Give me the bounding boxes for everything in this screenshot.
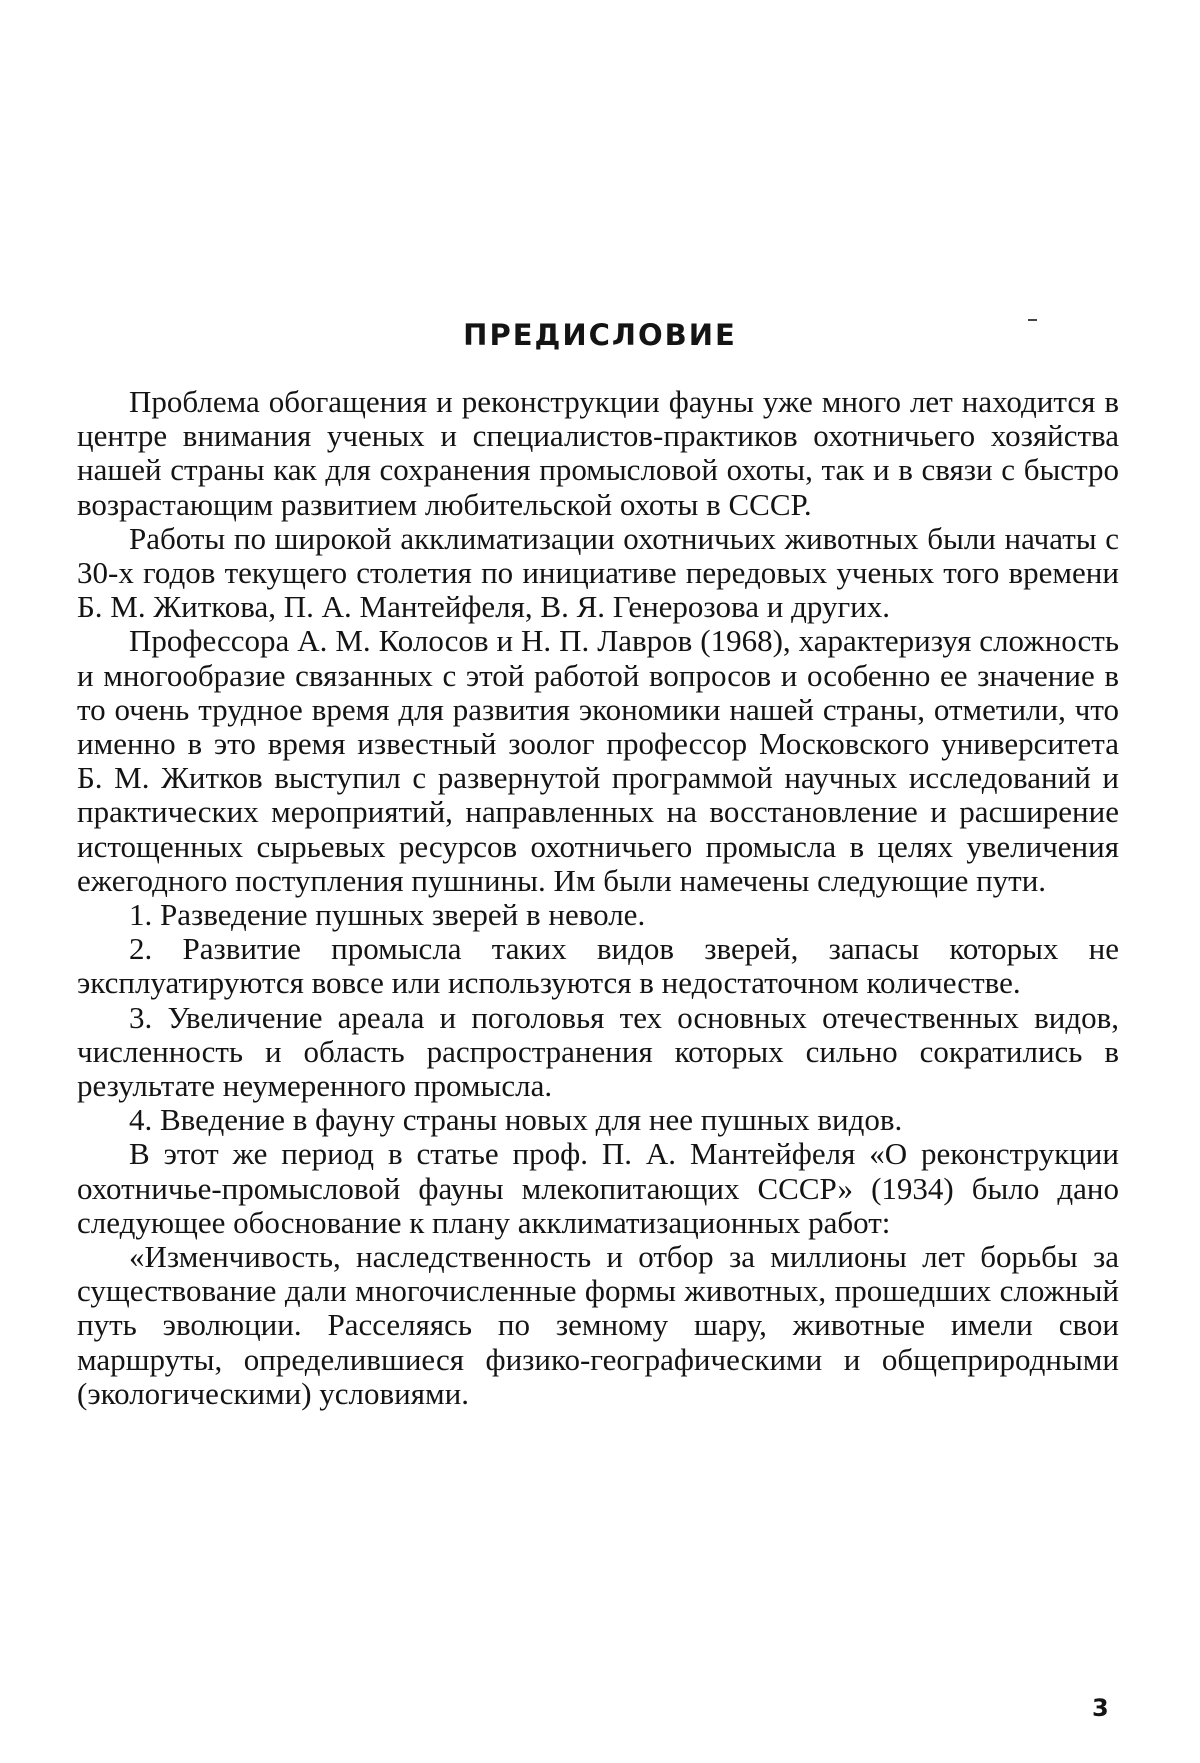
- list-item-4: 4. Введение в фауну страны новых для нее пушных видов.: [129, 1102, 903, 1138]
- body-text: [77, 385, 1119, 1411]
- paragraph-intro: Проблема обогащения и реконструкции фауны уже много лет находится в центре внимания ученых и специалистов-практиков охотничьего хозяйства нашей страны как для сохранения промысловой охоты, так и в связи с быстро возрастающим развитием любительской охоты в СССР.: [77, 384, 1119, 522]
- print-mark: [1028, 319, 1037, 321]
- page-number: 3: [1092, 1694, 1109, 1722]
- paragraph-kolosov-lavrov: Профессора А. М. Колосов и Н. П. Лавров (1968), характеризуя сложность и многообразие связанных с этой работой вопросов и особенно ее значение в то очень трудное время для развития экономики нашей страны, отметили, что именно в это время известный зоолог профессор Московского университета Б. М. Житков выступил с развернутой программой научных исследований и практических мероприятий, направленных на восстановление и расширение истощенных сырьевых ресурсов охотничьего промысла в целях увеличения ежегодного поступления пушнины. Им были намечены следующие пути.: [77, 623, 1119, 898]
- list-item-3: 3. Увеличение ареала и поголовья тех основных отечественных видов, численность и область распространения которых сильно сократились в результате неумеренного промысла.: [77, 999, 1119, 1104]
- paragraph-manteifel: В этот же период в статье проф. П. А. Мантейфеля «О реконструкции охотничье-промысловой фауны млекопитающих СССР» (1934) было дано следующее обоснование к плану акклиматизационных работ:: [77, 1136, 1119, 1240]
- list-item-1: 1. Разведение пушных зверей в неволе.: [129, 897, 646, 933]
- page-title: ПРЕДИСЛОВИЕ: [463, 318, 737, 352]
- paragraph-quote: «Изменчивость, наследственность и отбор за миллионы лет борьбы за существование дали многочисленные формы животных, прошедших сложный путь эволюции. Расселяясь по земному шару, животные имели свои маршруты, определившиеся физико-географическими и общеприродными (экологическими) условиями.: [77, 1239, 1119, 1411]
- paragraph-history: Работы по широкой акклиматизации охотничьих животных были начаты с 30-х годов текущего столетия по инициативе передовых ученых того времени Б. М. Житкова, П. А. Мантейфеля, В. Я. Генерозова и других.: [77, 520, 1119, 625]
- list-item-2: 2. Развитие промысла таких видов зверей, запасы которых не эксплуатируются вовсе или используются в недостаточном количестве.: [77, 931, 1119, 1001]
